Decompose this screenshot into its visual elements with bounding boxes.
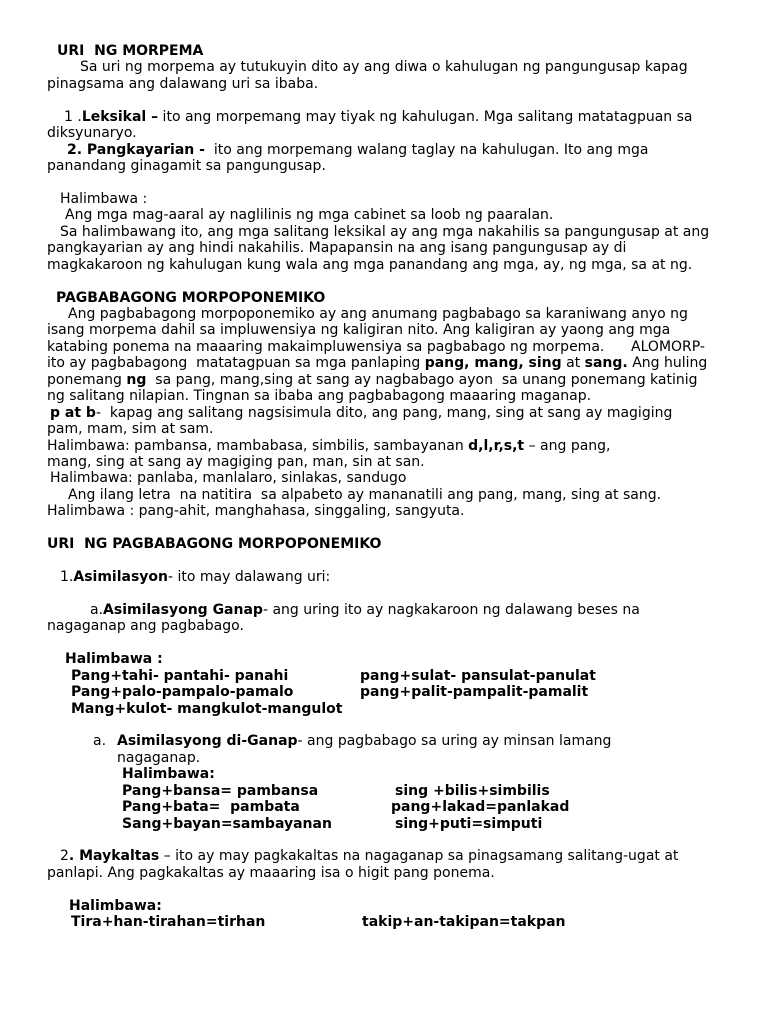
blank-line: [47, 585, 747, 601]
example-row: [47, 914, 747, 930]
rule-p-at-b: [47, 405, 747, 421]
example-left: Mang+kulot- mangkulot-mangulot: [71, 700, 343, 717]
bold-term: sang.: [584, 355, 628, 372]
term-maykaltas: . Maykaltas: [68, 848, 160, 865]
paragraph-line: Sa uri ng morpema ay tutukuyin dito ay ang diwa o kahulugan ng pangungusap kapag: [80, 59, 688, 76]
section-title-uri-ng-pagbabago: URI NG PAGBABAGONG MORPOPONEMIKO: [47, 536, 382, 553]
text-segment: - ang uring ito ay nagkakaroon ng dalawang beses na: [262, 601, 640, 618]
text-segment: Halimbawa: pambansa, mambabasa, simbilis, sambayanan: [47, 437, 469, 454]
paragraph-line: mang, sing at sang ay magiging pan, man, sin at san.: [47, 453, 425, 470]
term-pangkayarian: 2. Pangkayarian -: [67, 141, 205, 158]
text-segment: at: [561, 355, 585, 372]
paragraph-line: Ang ilang letra na natitira sa alpabeto ay mananatili ang pang, mang, sing at sang.: [68, 486, 662, 503]
term-leksikal: Leksikal –: [81, 108, 159, 125]
bold-term: p at b: [50, 404, 96, 421]
paragraph-line: magkakaroon ng kahulugan kung wala ang mga panandang ang mga, ay, ng mga, sa at ng.: [47, 256, 693, 273]
example-label: Halimbawa:: [122, 766, 215, 783]
text-segment: - ito may dalawang uri:: [168, 569, 331, 585]
example-left: Tira+han-tirahan=tirhan: [71, 914, 266, 931]
example-label: Halimbawa :: [65, 651, 163, 668]
paragraph-line: ng salitang nilapian. Tingnan sa ibaba ang pagbabagong maaaring maganap.: [47, 388, 592, 405]
example-left: Pang+bata= pambata: [122, 799, 300, 816]
blank-line: [47, 553, 747, 569]
example-row: [47, 783, 747, 799]
paragraph-line: diksyunaryo.: [47, 125, 137, 142]
paragraph-line: katabing ponema na maaaring makaimpluwensiya sa pagbabago ng morpema. ALOMORP-: [47, 338, 705, 355]
paragraph-line: panandang ginagamit sa pangungusap.: [47, 158, 326, 175]
text-segment: ponemang: [47, 371, 127, 388]
paragraph-line: nagaganap ang pagbabago.: [47, 618, 244, 635]
paragraph-line: Ang pagbabagong morpoponemiko ay ang anumang pagbabago sa karaniwang anyo ng: [68, 306, 688, 322]
example-left: Pang+palo-pampalo-pamalo: [71, 684, 294, 701]
example-row: [47, 701, 747, 717]
rule-dlrst: [47, 438, 747, 454]
item-maykaltas: [47, 848, 747, 864]
paragraph-line: Sa halimbawang ito, ang mga salitang leksikal ay ang mga nakahilis sa pangungusap at ang: [60, 223, 710, 240]
item-number: 1 .: [64, 108, 82, 125]
text-segment: - kapag ang salitang nagsisimula dito, ang pang, mang, sing at sang ay magiging: [95, 404, 673, 421]
definition-text: ito ang morpemang may tiyak ng kahulugan. Mga salitang matatagpuan sa: [158, 108, 693, 125]
example-line: Halimbawa : pang-ahit, manghahasa, singgaling, sangyuta.: [47, 503, 465, 520]
paragraph-line: [47, 372, 747, 388]
paragraph-line: panlapi. Ang pagkakaltas ay maaaring isa o higit pang ponema.: [47, 864, 495, 881]
item-asimilasyong-di-ganap: [47, 733, 747, 749]
example-row: [47, 684, 747, 700]
example-right: takip+an-takipan=takpan: [362, 914, 566, 931]
example-right: sing+puti=simputi: [395, 815, 543, 832]
item-pangkayarian: [47, 142, 747, 158]
blank-line: [47, 717, 747, 733]
item-marker: a.: [90, 601, 104, 618]
section-title-uri-ng-morpema: URI NG MORPEMA: [57, 43, 204, 59]
item-asimilasyon: [47, 569, 747, 585]
text-segment: ito ay pagbabagong matatagpuan sa mga panlaping: [47, 355, 425, 372]
blank-line: [47, 273, 747, 289]
document-page: [47, 43, 747, 931]
example-label: Halimbawa:: [69, 897, 162, 914]
paragraph-line: pam, mam, sim at sam.: [47, 421, 214, 438]
example-right: pang+sulat- pansulat-panulat: [360, 667, 596, 684]
text-segment: - ang pagbabago sa uring ay minsan lamang: [297, 733, 612, 750]
example-row: [47, 816, 747, 832]
item-number: 2: [60, 848, 69, 865]
item-marker: a.: [93, 733, 107, 750]
paragraph-line: [47, 355, 747, 371]
example-row: [47, 668, 747, 684]
term-asimilasyon: Asimilasyon: [73, 569, 169, 585]
example-right: pang+palit-pampalit-pamalit: [360, 684, 589, 701]
text-segment: Ang huling: [627, 355, 708, 372]
text-segment: – ito ay may pagkakaltas na nagaganap sa pinagsamang salitang-ugat at: [159, 848, 679, 865]
bold-term: d,l,r,s,t: [468, 437, 525, 454]
example-line: Halimbawa: panlaba, manlalaro, sinlakas, sandugo: [50, 470, 407, 487]
blank-line: [47, 92, 747, 108]
item-leksikal: [47, 109, 747, 125]
example-right: sing +bilis+simbilis: [395, 782, 550, 799]
bold-term: pang, mang, sing: [424, 355, 562, 372]
blank-line: [47, 881, 747, 897]
term-asimilasyong-ganap: Asimilasyong Ganap: [103, 601, 263, 618]
text-segment: – ang pang,: [524, 437, 611, 454]
item-number: 1.: [60, 569, 74, 585]
paragraph-line: nagaganap.: [117, 749, 201, 766]
term-asimilasyong-di-ganap: Asimilasyong di-Ganap: [117, 733, 298, 750]
paragraph-line: isang morpema dahil sa impluwensiya ng kaligiran nito. Ang kaligiran ay yaong ang mga: [47, 322, 671, 339]
bold-term: ng: [126, 371, 147, 388]
blank-line: [47, 635, 747, 651]
example-row: [47, 799, 747, 815]
example-left: Pang+bansa= pambansa: [122, 782, 319, 799]
example-right: pang+lakad=panlakad: [391, 799, 570, 816]
blank-line: [47, 175, 747, 191]
paragraph-line: pinagsama ang dalawang uri sa ibaba.: [47, 75, 319, 92]
definition-text: ito ang morpemang walang taglay na kahulugan. Ito ang mga: [204, 141, 649, 158]
section-title-pagbabagong-morpoponemiko: PAGBABAGONG MORPOPONEMIKO: [56, 289, 326, 306]
example-label: Halimbawa :: [60, 190, 148, 207]
text-segment: sa pang, mang,sing at sang ay nagbabago ayon sa unang ponemang katinig: [146, 371, 698, 388]
item-asimilasyong-ganap: [47, 602, 747, 618]
example-left: Sang+bayan=sambayanan: [122, 815, 332, 832]
example-sentence: Ang mga mag-aaral ay naglilinis ng mga cabinet sa loob ng paaralan.: [65, 207, 554, 224]
example-left: Pang+tahi- pantahi- panahi: [71, 667, 289, 684]
blank-line: [47, 832, 747, 848]
paragraph-line: pangkayarian ay ang hindi nakahilis. Mapapansin na ang isang pangungusap ay di: [47, 240, 627, 257]
blank-line: [47, 520, 747, 536]
